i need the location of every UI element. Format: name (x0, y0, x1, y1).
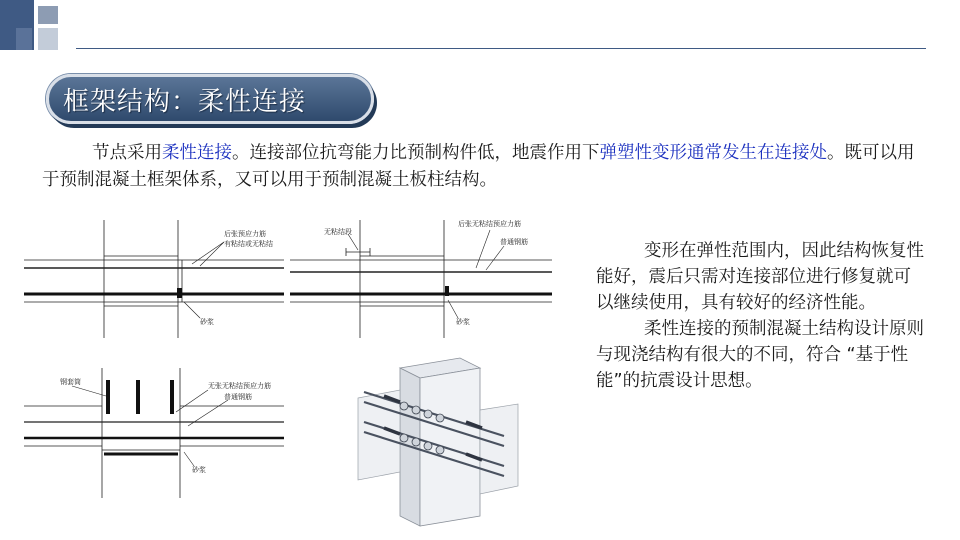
label-mortar: 砂浆 (456, 318, 470, 326)
label-rebar: 普通钢筋 (500, 238, 528, 246)
header-decor-block (38, 28, 58, 50)
intro-text-2: 。连接部位抗弯能力比预制构件低，地震作用下 (232, 143, 600, 163)
intro-paragraph (42, 140, 928, 194)
header-decor-block (16, 28, 32, 50)
header-rule (76, 48, 926, 49)
slide-title-text: 框架结构：柔性连接 (63, 86, 307, 117)
label-unbonded-tendon: 后张无粘结预应力筋 (458, 220, 521, 228)
label-rebar: 普通钢筋 (224, 393, 252, 401)
joint-drawing-sleeve (24, 366, 284, 500)
intro-text-3: 。既可以用于预制混凝土框架体系，又可以用于预制混凝土板柱结构。 (42, 143, 915, 190)
joint-drawing-posttensioned (24, 212, 284, 342)
label-mortar: 砂浆 (200, 318, 214, 326)
joint-drawing-unbonded (290, 212, 552, 342)
side-paragraph-1: 变形在弹性范围内，因此结构恢复性能好，震后只需对连接部位进行修复就可以继续使用，具有较好的经济性能。 (596, 241, 924, 313)
intro-text-1: 节点采用 (92, 143, 162, 163)
slide-title (46, 74, 374, 124)
side-paragraph-2: 柔性连接的预制混凝土结构设计原则与现浇结构有很大的不同，符合 “基于性能”的抗震设计思想。 (596, 319, 924, 391)
label-unbonded-segment: 无粘结段 (324, 228, 352, 236)
header-decor-block (38, 6, 58, 24)
label-tendon: 后张预应力筋 (224, 230, 266, 238)
intro-highlight-2: 弹塑性变形通常发生在连接处 (599, 143, 827, 163)
joint-3d-rendering (354, 356, 524, 532)
intro-highlight-1: 柔性连接 (162, 143, 232, 163)
label-steel-sleeve: 钢套筒 (60, 378, 81, 386)
side-text (596, 238, 926, 394)
label-bond: 有粘结或无粘结 (224, 240, 273, 248)
label-unbonded-tendon: 无张无粘结预应力筋 (208, 382, 271, 390)
label-mortar: 砂浆 (192, 466, 206, 474)
